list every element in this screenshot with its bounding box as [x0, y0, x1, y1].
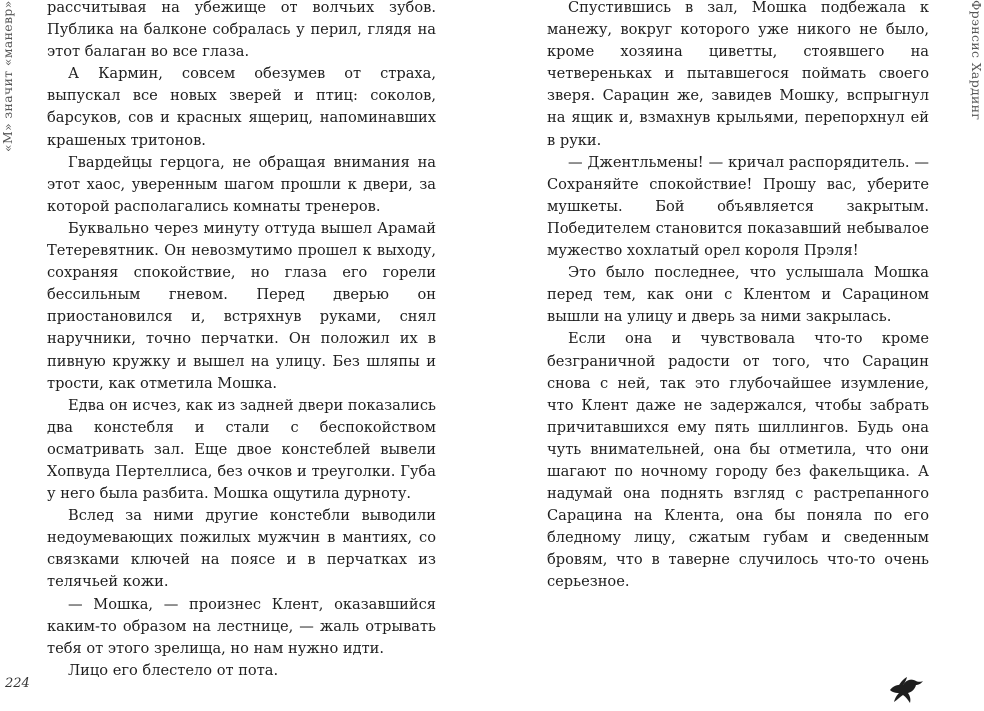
- paragraph: — Мошка, — произнес Клент, оказавшийся каким-то образом на лестнице, — жаль отрывать тебя от этого зрелища, но нам нужно идти.: [47, 595, 436, 657]
- paragraph: А Кармин, совсем обезумев от страха, выпускал все новых зверей и птиц: соколов, барсуков, сов и красных ящериц, напоминавших крашеных тритонов.: [47, 65, 436, 149]
- paragraph: Спустившись в зал, Мошка подбежала к манежу, вокруг которого уже никого не было, кроме хозяина циветты, стоявшего на четвереньках и пытавшегося поймать своего зверя. Сарацин же, завидев Мошку, вспрыгнул на ящик и, взмахнув крыльями, перепорхнул ей в руки.: [547, 0, 929, 149]
- right-text-column: [547, 0, 929, 594]
- right-page: [492, 0, 984, 711]
- paragraph: Вслед за ними другие констебли выводили недоумевающих пожилых мужчин в мантиях, со связками ключей на поясе и в перчатках из телячьей кожи.: [47, 507, 436, 591]
- paragraph: Едва он исчез, как из задней двери показались два констебля и стали с беспокойством осматривать зал. Еще двое констеблей вывели Хопвуда Пертеллиса, без очков и треуголки. Губа у него была разбита. Мошка ощутила дурноту.: [47, 396, 436, 503]
- paragraph: Гвардейцы герцога, не обращая внимания на этот хаос, уверенным шагом прошли к двери, за которой располагались комнаты тренеров.: [47, 153, 436, 215]
- paragraph: рассчитывая на убежище от волчьих зубов. Публика на балконе собралась у перил, глядя на этот балаган во все глаза.: [47, 0, 436, 61]
- paragraph: Это было последнее, что услышала Мошка перед тем, как они с Клентом и Сарацином вышли на улицу и дверь за ними закрылась.: [547, 264, 929, 326]
- running-head-author: Фрэнсис Хардинг: [969, 0, 984, 121]
- paragraph: — Джентльмены! — кричал распорядитель. — Сохраняйте спокойствие! Прошу вас, уберите мушкеты. Бой объявляется закрытым. Победителем становится показавший небывалое мужество хохлатый орел короля Прэля!: [547, 153, 929, 260]
- running-head-book-title: «М» значит «маневр»: [0, 0, 15, 152]
- page-number: 224: [5, 676, 30, 691]
- left-text-column: [47, 0, 436, 682]
- paragraph: Лицо его блестело от пота.: [68, 661, 279, 679]
- goose-logo-icon: [888, 676, 924, 704]
- paragraph: Если она и чувствовала что-то кроме безграничной радости от того, что Сарацин снова с ней, так это глубочайшее изумление, что Клент даже не задержался, чтобы забрать причитавшихся ему пять шиллингов. Будь она чуть внимательней, она бы отметила, что они шагают по ночному городу без факельщика. А надумай она поднять взгляд с растрепанного Сарацина на Клента, она бы поняла по его бледному лицу, сжатым губам и сведенным бровям, что в таверне случилось что-то очень серьезное.: [547, 330, 929, 591]
- paragraph: Буквально через минуту оттуда вышел Арамай Тетеревятник. Он невозмутимо прошел к выходу, сохраняя спокойствие, но глаза его горели бессильным гневом. Перед дверью он приостановился и, встряхнув руками, снял наручники, точно перчатки. Он положил их в пивную кружку и вышел на улицу. Без шляпы и трости, как отметила Мошка.: [47, 219, 436, 392]
